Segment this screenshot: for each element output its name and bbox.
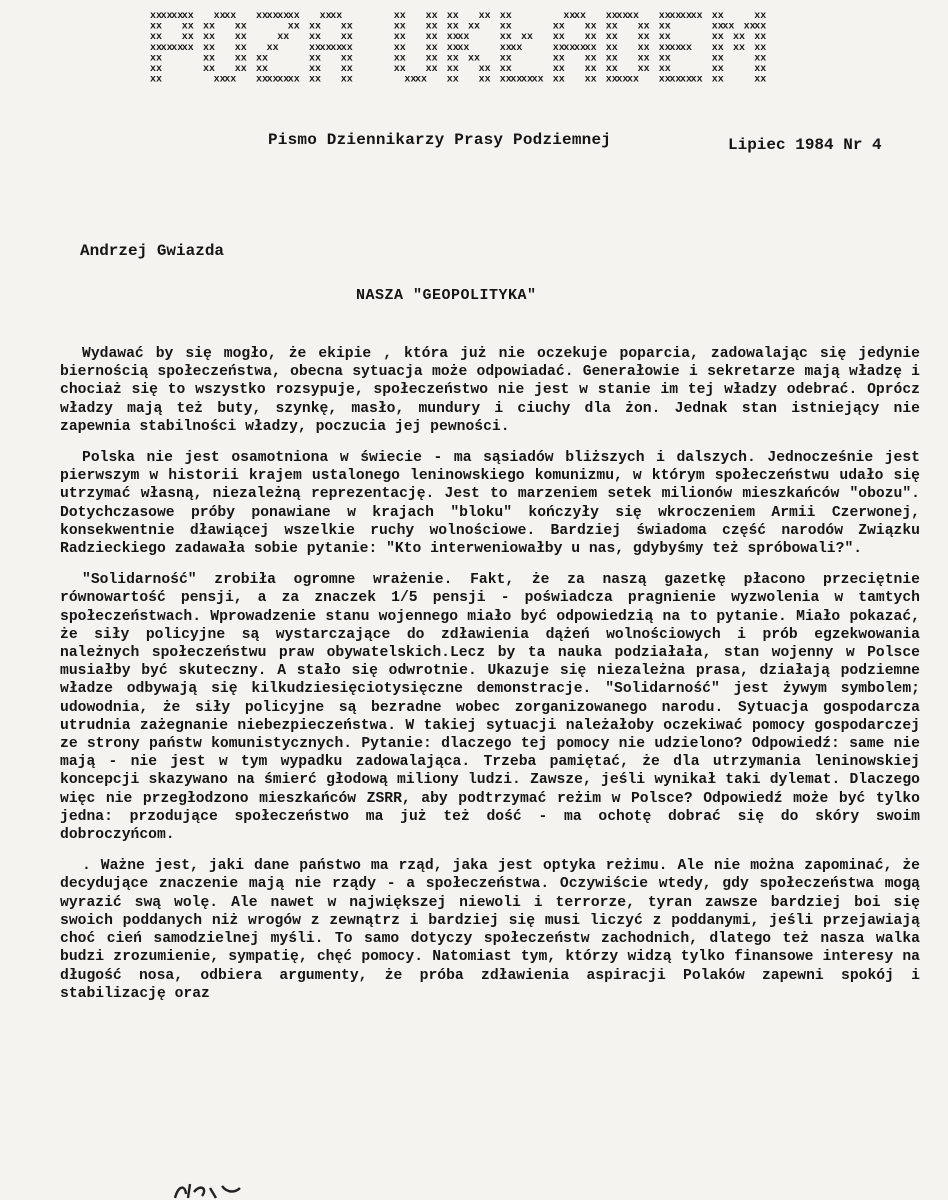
svg-text:xx: xx [266,11,279,22]
svg-text:xx: xx [404,74,417,86]
svg-text:xx: xx [446,21,459,33]
svg-text:xx: xx [340,64,353,75]
svg-text:xx: xx [150,74,163,86]
svg-text:xx: xx [563,42,576,54]
svg-text:xx: xx [669,11,682,22]
svg-text:xx: xx [203,64,216,75]
svg-text:xx: xx [754,42,767,54]
svg-text:xx: xx [658,74,671,86]
svg-text:xx: xx [234,21,247,33]
svg-text:xx: xx [754,74,767,86]
svg-text:xx: xx [150,32,163,44]
article-title: NASZA "GEOPOLITYKA" [356,287,537,304]
svg-text:xx: xx [340,53,353,65]
svg-text:xx: xx [754,11,767,22]
svg-text:xx: xx [627,74,640,86]
svg-text:xx: xx [584,32,597,44]
svg-text:xx: xx [531,74,544,86]
svg-text:xx: xx [510,74,523,86]
svg-text:xx: xx [658,53,671,65]
svg-text:xx: xx [425,42,438,54]
svg-text:xx: xx [754,53,767,65]
svg-text:xx: xx [574,42,587,54]
svg-text:xx: xx [160,11,173,22]
svg-text:xx: xx [425,32,438,44]
handwritten-mark [90,1180,390,1200]
svg-text:xx: xx [637,53,650,65]
svg-text:xx: xx [478,11,491,22]
svg-text:xx: xx [287,21,300,33]
svg-text:xx: xx [468,53,481,65]
svg-text:xx: xx [690,11,703,22]
article-body [60,345,920,1016]
svg-text:xx: xx [669,42,682,54]
svg-text:xx: xx [203,21,216,33]
svg-text:xx: xx [256,53,269,65]
svg-text:xx: xx [393,21,406,33]
svg-text:xx: xx [393,32,406,44]
svg-text:xx: xx [234,32,247,44]
svg-text:xx: xx [510,42,523,54]
svg-text:xx: xx [478,64,491,75]
svg-text:xx: xx [330,11,343,22]
svg-text:xx: xx [330,42,343,54]
svg-text:xx: xx [711,32,724,44]
svg-text:xx: xx [319,11,332,22]
svg-text:xx: xx [690,74,703,86]
svg-text:xx: xx [203,42,216,54]
svg-text:xx: xx [393,64,406,75]
svg-text:xx: xx [309,64,322,75]
svg-text:xx: xx [658,11,671,22]
svg-text:xx: xx [277,74,290,86]
svg-text:xx: xx [340,32,353,44]
svg-text:xx: xx [277,11,290,22]
svg-text:xx: xx [340,74,353,86]
handwritten-mark-graphic [90,1180,390,1200]
svg-text:xx: xx [224,11,237,22]
svg-text:xx: xx [574,11,587,22]
svg-text:xx: xx [499,11,512,22]
svg-text:xx: xx [711,11,724,22]
svg-text:xx: xx [224,74,237,86]
svg-text:xx: xx [754,21,767,33]
svg-text:xx: xx [234,64,247,75]
svg-text:xx: xx [150,42,163,54]
svg-text:xx: xx [171,11,184,22]
svg-text:xx: xx [584,64,597,75]
svg-text:xx: xx [754,64,767,75]
svg-text:xx: xx [256,64,269,75]
masthead-subtitle: Pismo Dziennikarzy Prasy Podziemnej [268,131,612,149]
paragraph-2: Polska nie jest osamotniona w świecie - ma sąsiadów bliższych i dalszych. Jednocześnie jest pierwszym w historii krajem ustalonego leninowskiego komunizmu, w którym społeczeństwu udało się utrzymać własną, niezależną reprezentację. Jest to marzeniem setek milionów mieszkańców "obozu". Dotychczasowe próby ponawiane w krajach "bloku" kończyły się wkroczeniem Armii Czerwonej, konsekwentnie dławiącej wszelkie ruchy wolnościowe. Bardziej świadoma część narodów Związku Radzieckiego zadawała sobie pytanie: "Kto interweniowałby u nas, gdybyśmy też spróbowali?". [60,450,920,558]
svg-text:xx: xx [393,11,406,22]
svg-text:xx: xx [266,74,279,86]
masthead-logo-graphic [150,8,767,88]
svg-text:xx: xx [563,11,576,22]
svg-text:xx: xx [711,74,724,86]
svg-text:xx: xx [584,42,597,54]
svg-text:xx: xx [637,32,650,44]
svg-text:xx: xx [319,42,332,54]
svg-text:xx: xx [468,21,481,33]
svg-text:xx: xx [584,74,597,86]
svg-text:xx: xx [658,32,671,44]
svg-text:xx: xx [521,74,534,86]
svg-text:xx: xx [499,42,512,54]
svg-text:xx: xx [605,64,618,75]
svg-text:xx: xx [446,11,459,22]
svg-text:xx: xx [658,21,671,33]
svg-text:xx: xx [637,64,650,75]
svg-text:xx: xx [711,21,724,33]
svg-text:xx: xx [446,42,459,54]
paragraph-3: "Solidarność" zrobiła ogromne wrażenie. Fakt, że za naszą gazetkę płacono przeciętnie równowartość pensji, a za znaczek 1/5 pensji - poświadcza pragnienie wyzwolenia w tamtych społeczeństwach. Wprowadzenie stanu wojennego miało być odpowiedzią na to pytanie. Miało pokazać, że siły policyjne są wystarczające do zdławienia dążeń wolnościowych i prób egzekwowania należnych społeczeństwu praw obywatelskich.Lecz by ta nauka podziałała, stan wojenny w Polsce musiałby być skuteczny. A stało się odwrotnie. Ukazuje się niezależna prasa, działają podziemne władze odbywają się kilkudziesięciotysięczne demonstracje. "Solidarność" jest żywym symbolem; udowodnia, że siły policyjne są bezradne wobec zorganizowanego narodu. Sytuacja gospodarcza utrudnia zażegnanie niebezpieczeństwa. W takiej sytuacji należałoby oczekiwać pomocy gospodarczej ze strony państw komunistycznych. Pytanie: dlaczego tej pomocy nie udzielono? Odpowiedź: same nie mają - nie jest w tym wypadku zadowalająca. Trzeba pamiętać, że dla utrzymania leninowskiej koncepcji skazywano na śmierć głodową miliony ludzi. Zawsze, jeśli wynikał taki dylemat. Dlaczego więc nie przegłodzono mieszkańców ZSRR, aby podtrzymać reżim w Polsce? Odpowiedź może być tylko jedna: przodujące społeczeństwo ma już też dość - ma ochotę dobrać się do skóry swoim dobroczyńcom. [60,572,920,844]
svg-text:xx: xx [711,42,724,54]
svg-text:xx: xx [457,42,470,54]
masthead-logo [150,8,767,88]
issue-date: Lipiec 1984 Nr 4 [728,136,882,154]
svg-text:xx: xx [680,11,693,22]
svg-text:xx: xx [499,64,512,75]
svg-text:xx: xx [499,74,512,86]
svg-text:xx: xx [552,53,565,65]
svg-text:xx: xx [637,42,650,54]
svg-text:xx: xx [393,53,406,65]
svg-text:xx: xx [425,21,438,33]
svg-text:xx: xx [658,42,671,54]
svg-text:xx: xx [552,21,565,33]
svg-text:xx: xx [213,11,226,22]
svg-text:xx: xx [425,64,438,75]
svg-text:xx: xx [457,32,470,44]
svg-text:xx: xx [234,53,247,65]
svg-text:xx: xx [256,74,269,86]
svg-text:xx: xx [669,74,682,86]
svg-text:xx: xx [287,11,300,22]
svg-text:xx: xx [181,11,194,22]
svg-text:xx: xx [150,64,163,75]
svg-text:xx: xx [521,32,534,44]
svg-text:xx: xx [584,21,597,33]
svg-text:xx: xx [446,32,459,44]
svg-text:xx: xx [637,21,650,33]
svg-text:xx: xx [711,64,724,75]
svg-text:xx: xx [743,21,756,33]
svg-text:xx: xx [171,42,184,54]
svg-text:xx: xx [160,42,173,54]
svg-text:xx: xx [309,32,322,44]
svg-text:xx: xx [213,74,226,86]
svg-text:xx: xx [266,42,279,54]
svg-text:xx: xx [150,21,163,33]
svg-text:xx: xx [499,32,512,44]
svg-text:xx: xx [446,64,459,75]
svg-text:xx: xx [277,32,290,44]
svg-text:xx: xx [605,74,618,86]
svg-text:xx: xx [754,32,767,44]
svg-text:xx: xx [722,21,735,33]
svg-text:xx: xx [425,53,438,65]
svg-text:xx: xx [393,42,406,54]
svg-text:xx: xx [680,42,693,54]
svg-text:xx: xx [446,74,459,86]
svg-text:xx: xx [658,64,671,75]
svg-text:xx: xx [150,11,163,22]
svg-text:xx: xx [150,53,163,65]
svg-text:xx: xx [605,53,618,65]
svg-text:xx: xx [287,74,300,86]
svg-text:xx: xx [309,21,322,33]
svg-text:xx: xx [552,42,565,54]
svg-text:xx: xx [605,32,618,44]
svg-text:xx: xx [478,74,491,86]
svg-text:xx: xx [256,11,269,22]
svg-text:xx: xx [203,53,216,65]
svg-text:xx: xx [605,21,618,33]
svg-text:xx: xx [181,42,194,54]
svg-text:xx: xx [203,32,216,44]
paragraph-4: . Ważne jest, jaki dane państwo ma rząd, jaka jest optyka reżimu. Ale nie można zapominać, że decydujące znaczenie mają nie rządy - a społeczeństwa. Oczywiście wtedy, gdy społeczeństwa mogą wyrazić swą wolę. Ale nawet w największej niewoli i terrorze, tyran zawsze bardziej boi się swoich poddanych niż wrogów z zewnątrz i bardziej się musi liczyć z poddanymi, jeśli przejawiają choć cień samodzielnej myśli. To samo dotyczy społeczeństw zachodnich, dlatego też nasza walka budzi zrozumienie, sympatię, chęć pomocy. Natomiast tym, którzy widzą tylko finansowe interesy na długość nosa, odbiera argumenty, że próba zdławienia aspiracji Polaków zapewni spokój i stabilizację oraz [60,858,920,1002]
svg-text:xx: xx [415,74,428,86]
article-author: Andrzej Gwiazda [80,242,225,260]
svg-text:xx: xx [499,53,512,65]
svg-text:xx: xx [605,42,618,54]
svg-text:xx: xx [425,11,438,22]
svg-text:xx: xx [340,21,353,33]
paragraph-1: Wydawać by się mogło, że ekipie , która już nie oczekuje poparcia, zadowalając się jedynie biernością społeczeństwa, obecna sytuacja może odpowiadać. Generałowie i sekretarze mają władzę i chociaż się to wszystko rozsypuje, społeczeństwo nie jest w stanie im tej władzy odebrać. Oprócz władzy mają też buty, szynkę, masło, mundury i ciuchy dla żon. Jednak stan istniejący nie zapewnia stabilności władzy, poczucia jej pewności. [60,346,920,435]
svg-text:xx: xx [584,53,597,65]
svg-text:xx: xx [181,21,194,33]
svg-text:xx: xx [309,53,322,65]
svg-text:xx: xx [616,74,629,86]
svg-text:xx: xx [446,53,459,65]
svg-text:xx: xx [181,32,194,44]
svg-text:xx: xx [733,42,746,54]
svg-text:xx: xx [680,74,693,86]
svg-text:xx: xx [733,32,746,44]
svg-text:xx: xx [309,42,322,54]
svg-text:xx: xx [711,53,724,65]
svg-text:xx: xx [309,74,322,86]
svg-text:xx: xx [552,74,565,86]
svg-text:xx: xx [234,42,247,54]
svg-text:xx: xx [627,11,640,22]
svg-text:xx: xx [616,11,629,22]
svg-text:xx: xx [605,11,618,22]
svg-text:xx: xx [552,64,565,75]
svg-text:xx: xx [499,21,512,33]
svg-text:xx: xx [340,42,353,54]
svg-text:xx: xx [552,32,565,44]
